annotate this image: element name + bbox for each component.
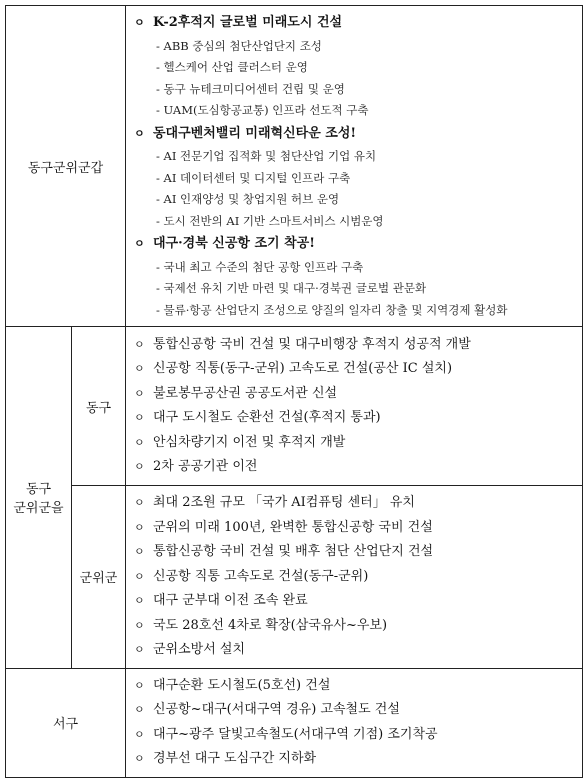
subregion-label: 군위군 <box>72 486 126 669</box>
list-item: - 헬스케어 산업 클러스터 운영 <box>156 60 308 74</box>
list-item: ㅇ 경부선 대구 도심구간 지하화 <box>134 747 576 772</box>
region-label <box>6 668 126 777</box>
list-item: ㅇ 국도 28호선 4차로 확장(삼국유사~우보) <box>134 614 576 639</box>
list-item: ㅇ 안심차량기지 이전 및 후적지 개발 <box>134 431 576 456</box>
region-name: 군위군을 <box>13 501 64 517</box>
list-item: ㅇ 대구순환 도시철도(5호선) 건설 <box>134 674 576 699</box>
region-name: 동구군위군갑 <box>27 160 104 176</box>
list-item: - 국제선 유치 기반 마련 및 대구·경북권 글로벌 관문화 <box>156 281 427 295</box>
table-row <box>6 6 583 327</box>
list-item: ㅇ 신공항 직통 고속도로 건설(동구-군위) <box>134 565 576 590</box>
bullet-icon: ㅇ <box>134 362 145 375</box>
group-title: ㅇ 동대구벤처밸리 미래혁신타운 조성! <box>134 122 576 147</box>
list-item: - ABB 중심의 첨단산업단지 조성 <box>156 38 322 53</box>
bullet-icon: ㅇ <box>134 727 145 741</box>
region-label <box>6 327 72 669</box>
bullet-icon: ㅇ <box>134 545 145 558</box>
bullet-icon: ㅇ <box>134 386 145 400</box>
bullet-icon: ㅇ <box>134 569 145 583</box>
list-item: ㅇ 대구 군부대 이전 조속 완료 <box>134 589 576 614</box>
region-name: 서구 <box>52 717 79 732</box>
bullet-icon: ㅇ <box>134 435 145 449</box>
list-item: ㅇ 통합신공항 국비 건설 및 대구비행장 후적지 성공적 개발 <box>134 333 576 358</box>
bullet-icon: ㅇ <box>134 678 145 692</box>
subregion-label: 동구 <box>72 327 126 486</box>
region-content <box>126 486 583 669</box>
list-item: ㅇ 군위소방서 설치 <box>134 638 576 663</box>
list-item: - AI 인재양성 및 창업지원 허브 운영 <box>156 192 340 206</box>
bullet-icon: ㅇ <box>134 337 145 351</box>
list-item: - AI 전문기업 집적화 및 첨단산업 기업 유치 <box>156 149 377 163</box>
bullet-icon: ㅇ <box>134 237 145 250</box>
bullet-icon: ㅇ <box>134 16 145 29</box>
list-item: - 동구 뉴테크미디어센터 건립 및 운영 <box>156 81 345 96</box>
region-content <box>126 668 583 777</box>
region-content <box>126 327 583 486</box>
pledge-table <box>5 5 583 778</box>
list-item: ㅇ 대구~광주 달빛고속철도(서대구역 기점) 조기착공 <box>134 723 576 748</box>
bullet-icon: ㅇ <box>134 496 145 509</box>
list-item: - 국내 최고 수준의 첨단 공항 인프라 구축 <box>156 259 364 274</box>
list-item: ㅇ 통합신공항 국비 건설 및 배후 첨단 산업단지 건설 <box>134 540 576 565</box>
bullet-icon: ㅇ <box>134 126 145 140</box>
table-row <box>6 327 583 486</box>
list-item: ㅇ 대구 도시철도 순환선 건설(후적지 통과) <box>134 406 576 431</box>
bullet-icon: ㅇ <box>134 752 145 765</box>
table-row <box>6 668 583 777</box>
list-item: ㅇ 불로봉무공산권 공공도서관 신설 <box>134 382 576 407</box>
region-content <box>126 6 583 327</box>
group-title: ㅇ 대구·경북 신공항 조기 착공! <box>134 232 576 257</box>
bullet-icon: ㅇ <box>134 520 145 534</box>
list-item: - AI 데이터센터 및 디지털 인프라 구축 <box>156 170 351 185</box>
list-item: - 도시 전반의 AI 기반 스마트서비스 시범운영 <box>156 213 384 228</box>
bullet-icon: ㅇ <box>134 618 145 632</box>
list-item: ㅇ 2차 공공기관 이전 <box>134 455 576 480</box>
list-item: ㅇ 군위의 미래 100년, 완벽한 통합신공항 국비 건설 <box>134 516 576 541</box>
bullet-icon: ㅇ <box>134 703 145 716</box>
list-item: ㅇ 신공항~대구(서대구역 경유) 고속철도 건설 <box>134 698 576 723</box>
list-item: ㅇ 신공항 직통(동구-군위) 고속도로 건설(공산 IC 설치) <box>134 357 576 382</box>
list-item: ㅇ 최대 2조원 규모 「국가 AI컴퓨팅 센터」 유치 <box>134 491 576 516</box>
list-item: - 물류·항공 산업단지 조성으로 양질의 일자리 창출 및 지역경제 활성화 <box>156 302 508 317</box>
bullet-icon: ㅇ <box>134 594 145 607</box>
bullet-icon: ㅇ <box>134 460 145 473</box>
list-item: - UAM(도심항공교통) 인프라 선도적 구축 <box>156 103 369 117</box>
bullet-icon: ㅇ <box>134 411 145 424</box>
bullet-icon: ㅇ <box>134 643 145 656</box>
table-row <box>6 486 583 669</box>
region-label <box>6 6 126 327</box>
group-title: ㅇ K-2후적지 글로벌 미래도시 건설 <box>134 11 576 36</box>
region-name: 동구 <box>25 482 52 498</box>
